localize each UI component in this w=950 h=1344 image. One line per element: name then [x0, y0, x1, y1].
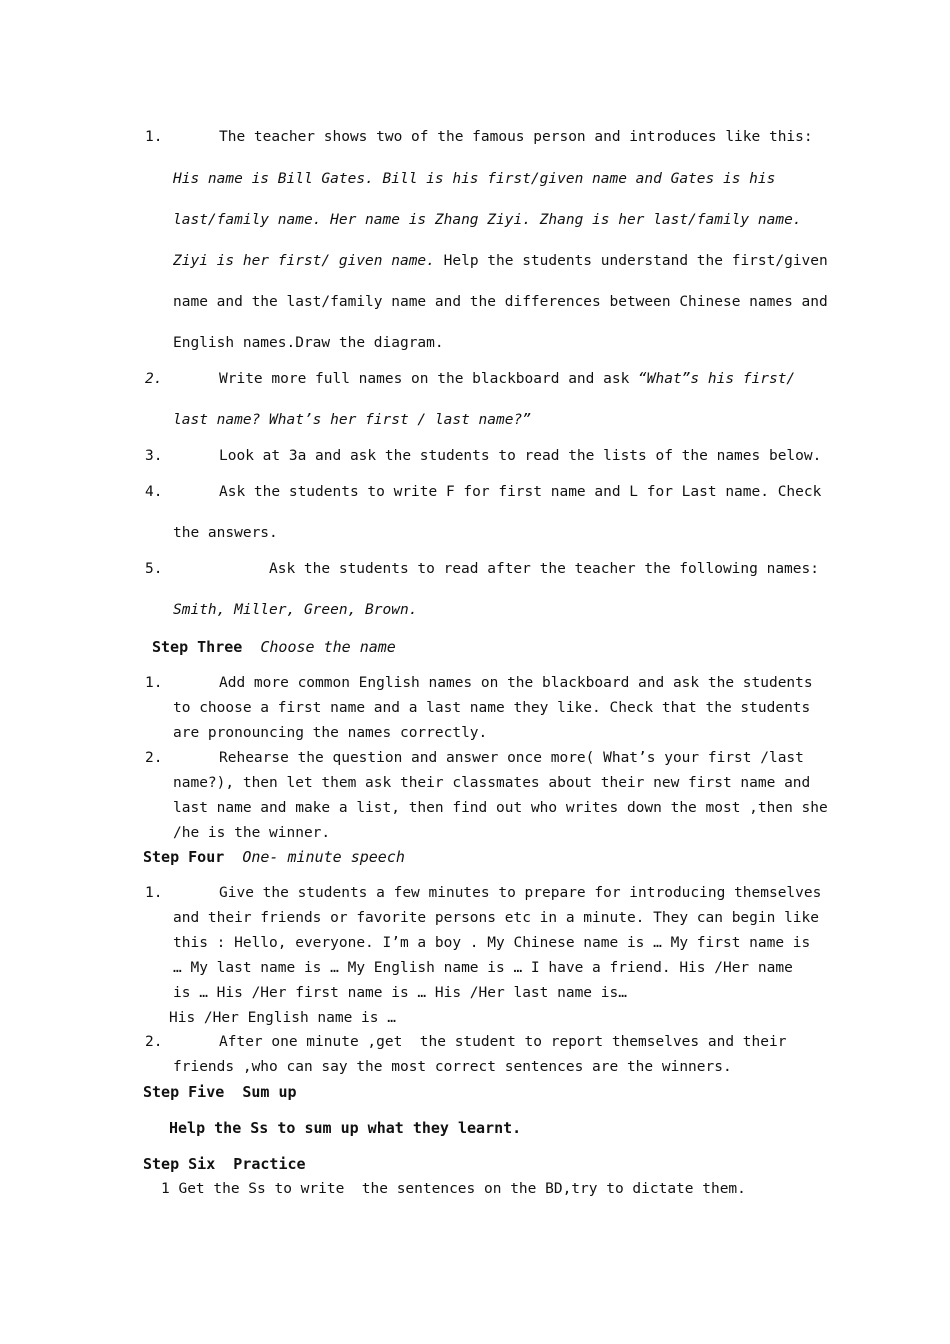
paragraph-line: Ask the students to write F for first name and L for Last name. Check: [219, 484, 822, 500]
paragraph-line: Ask the students to read after the teacher the following names:: [269, 561, 819, 577]
italic-text: Ziyi is her first/ given name.: [173, 253, 435, 269]
paragraph-line: [173, 252, 828, 270]
paragraph-line: and their friends or favorite persons etc in a minute. They can begin like: [173, 910, 820, 926]
paragraph-line: last/family name. Her name is Zhang Ziyi. Zhang is her last/family name.: [173, 212, 802, 228]
paragraph-line: Look at 3a and ask the students to read the lists of the names below.: [219, 448, 822, 464]
item-number: 1.: [145, 129, 163, 145]
section-heading: [143, 848, 405, 866]
plain-text: Help the students understand the first/given: [434, 253, 828, 269]
item-number: 1.: [145, 675, 163, 691]
section-heading: [152, 638, 396, 656]
paragraph-line: … My last name is … My English name is … I have a friend. His /Her name: [173, 960, 793, 976]
paragraph-line: Smith, Miller, Green, Brown.: [173, 602, 418, 618]
paragraph-line: this : Hello, everyone. I’m a boy . My Chinese name is … My first name is: [173, 935, 811, 951]
item-number: 4.: [145, 484, 163, 500]
paragraph-line: name?), then let them ask their classmates about their new first name and: [173, 775, 811, 791]
paragraph-line: His name is Bill Gates. Bill is his first/given name and Gates is his: [173, 171, 776, 187]
paragraph-line: is … His /Her first name is … His /Her last name is…: [173, 985, 627, 1001]
paragraph-line: friends ,who can say the most correct sentences are the winners.: [173, 1059, 732, 1075]
paragraph-line: 1 Get the Ss to write the sentences on the BD,try to dictate them.: [161, 1181, 746, 1197]
section-body: Help the Ss to sum up what they learnt.: [169, 1119, 522, 1137]
plain-text: Write more full names on the blackboard and ask: [219, 371, 639, 387]
item-number: 5.: [145, 561, 163, 577]
paragraph-line: After one minute ,get the student to report themselves and their: [219, 1034, 787, 1050]
paragraph-line: to choose a first name and a last name they like. Check that the students: [173, 700, 811, 716]
heading-title: Choose the name: [260, 638, 396, 656]
item-number: 2.: [145, 1034, 163, 1050]
paragraph-line: Give the students a few minutes to prepare for introducing themselves: [219, 885, 822, 901]
section-heading: Step Five Sum up: [143, 1083, 297, 1101]
paragraph-line: English names.Draw the diagram.: [173, 335, 444, 351]
paragraph-line: Rehearse the question and answer once more( What’s your first /last: [219, 750, 804, 766]
heading-label: Step Four: [143, 848, 234, 866]
paragraph-line: the answers.: [173, 525, 278, 541]
heading-title: One- minute speech: [242, 848, 405, 866]
item-number: 2.: [145, 371, 163, 387]
paragraph-line: His /Her English name is …: [169, 1010, 396, 1026]
item-number: 2.: [145, 750, 163, 766]
item-number: 1.: [145, 885, 163, 901]
italic-text: “What”s his first/: [638, 371, 796, 387]
section-heading: Step Six Practice: [143, 1155, 306, 1173]
paragraph-line: last name? What’s her first / last name?”: [173, 412, 531, 428]
paragraph-line: last name and make a list, then find out who writes down the most ,then she: [173, 800, 828, 816]
paragraph-line: Add more common English names on the blackboard and ask the students: [219, 675, 813, 691]
paragraph-line: name and the last/family name and the differences between Chinese names and: [173, 294, 828, 310]
paragraph-line: [219, 370, 795, 388]
heading-label: Step Three: [152, 638, 252, 656]
item-number: 3.: [145, 448, 163, 464]
paragraph-line: are pronouncing the names correctly.: [173, 725, 488, 741]
paragraph-line: The teacher shows two of the famous person and introduces like this:: [219, 129, 813, 145]
paragraph-line: /he is the winner.: [173, 825, 331, 841]
